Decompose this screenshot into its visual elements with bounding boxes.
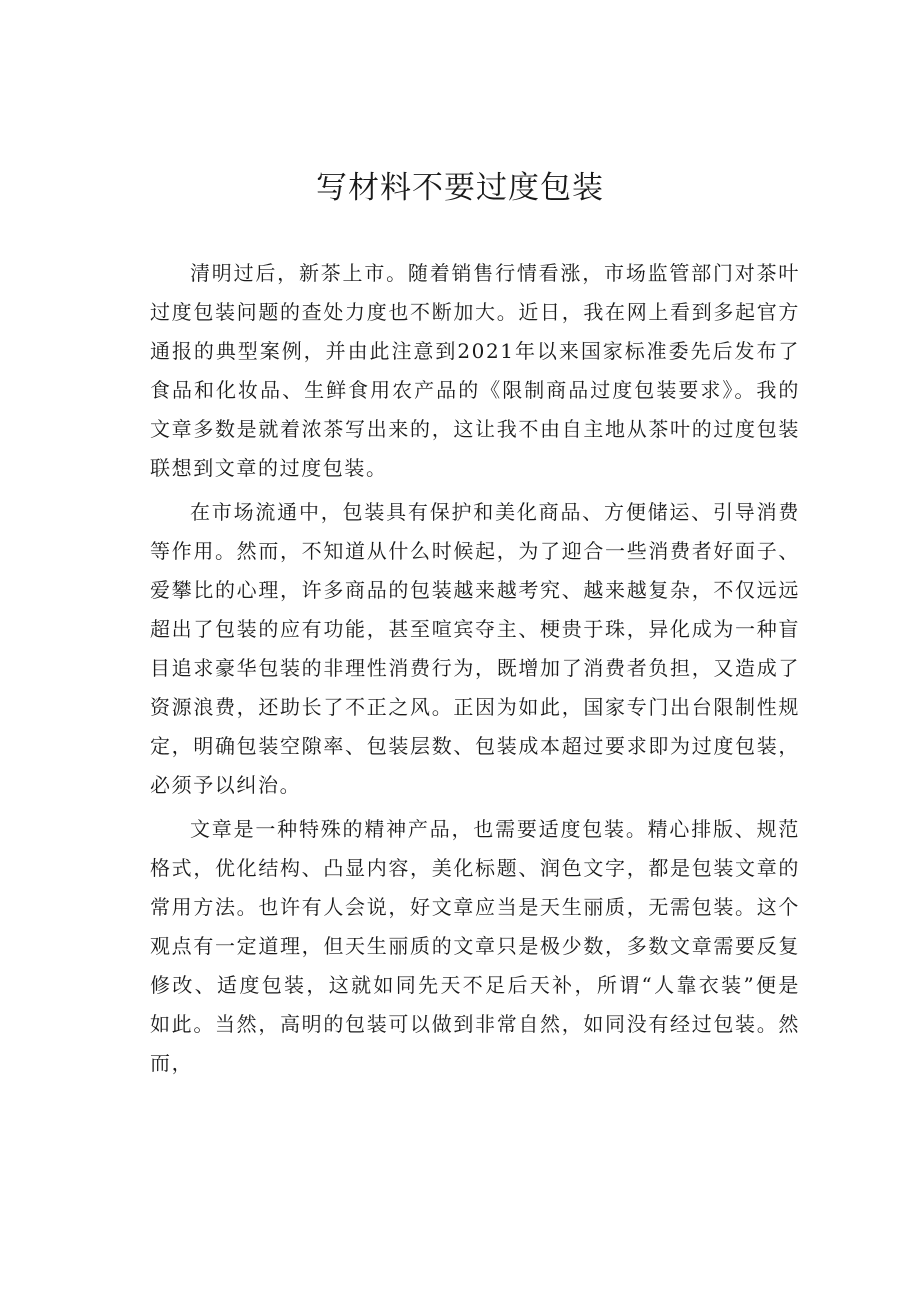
paragraph-2: 在市场流通中，包装具有保护和美化商品、方便储运、引导消费等作用。然而，不知道从什么时候起，为了迎合一些消费者好面子、爱攀比的心理，许多商品的包装越来越考究、越来越复杂，不仅远远超出了包装的应有功能，甚至喧宾夺主、梗贵于珠，异化成为一种盲目追求豪华包装的非理性消费行为，既增加了消费者负担，又造成了资源浪费，还助长了不正之风。正因为如此，国家专门出台限制性规定，明确包装空隙率、包装层数、包装成本超过要求即为过度包装，必须予以纠治。 (150, 500, 800, 797)
paragraph-3: 文章是一种特殊的精神产品，也需要适度包装。精心排版、规范格式，优化结构、凸显内容，美化标题、润色文字，都是包装文章的常用方法。也许有人会说，好文章应当是天生丽质，无需包装。这个观点有一定道理，但天生丽质的文章只是极少数，多数文章需要反复修改、适度包装，这就如同先天不足后天补，所谓“人靠衣装”便是如此。当然，高明的包装可以做到非常自然，如同没有经过包装。然而， (150, 817, 800, 1075)
paragraph-1: 清明过后，新茶上市。随着销售行情看涨，市场监管部门对茶叶过度包装问题的查处力度也不断加大。近日，我在网上看到多起官方通报的典型案例，并由此注意到2021年以来国家标准委先后发布了食品和化妆品、生鲜食用农产品的《限制商品过度包装要求》。我的文章多数是就着浓茶写出来的，这让我不由自主地从茶叶的过度包装联想到文章的过度包装。 (150, 261, 800, 480)
document-title: 写材料不要过度包装 (316, 170, 604, 206)
document-body (150, 254, 800, 1088)
